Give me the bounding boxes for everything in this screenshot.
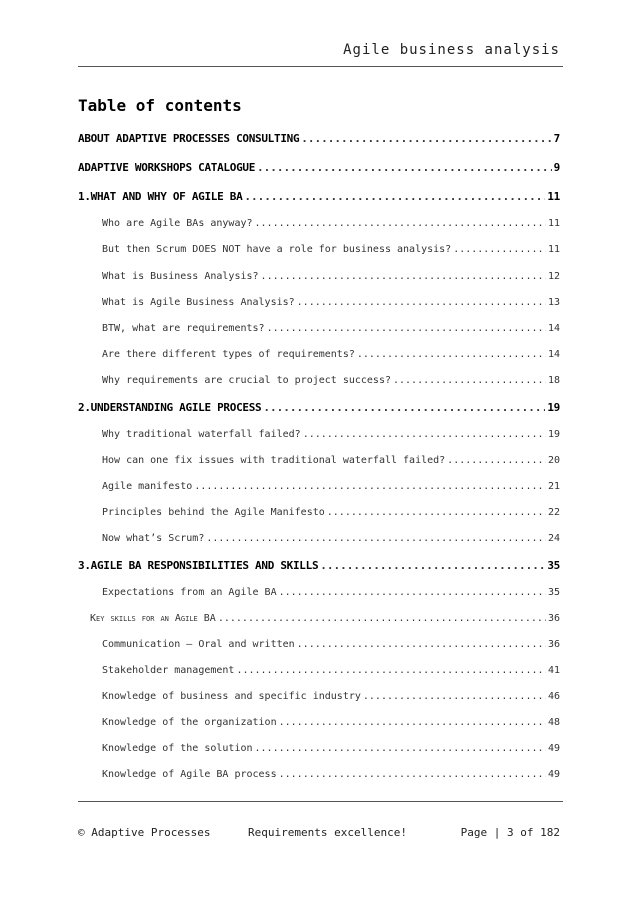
toc-entry-page: 35 [547,587,560,598]
toc-entry-label: Knowledge of the solution [102,743,253,754]
toc-entry-page: 36 [547,639,560,650]
toc-entry[interactable] [78,455,560,466]
toc-entry-page: 9 [553,161,560,174]
toc-leader-dots [263,401,545,414]
toc-entry[interactable] [78,297,560,308]
toc-leader-dots [393,375,546,386]
toc-entry-page: 14 [547,323,560,334]
toc-entry[interactable] [78,717,560,728]
toc-entry[interactable] [78,665,560,676]
toc-entry-label: Are there different types of requirements? [102,349,355,360]
toc-entry-label: Who are Agile BAs anyway? [102,218,253,229]
toc-entry[interactable] [78,481,560,492]
footer-page-number: Page | 3 of 182 [460,826,560,839]
toc-entry-page: 21 [547,481,560,492]
toc-entry-number: 2. [78,401,91,414]
toc-entry-page: 41 [547,665,560,676]
toc-entry-number: 1. [78,190,91,203]
toc-entry-label: Now what’s Scrum? [102,533,205,544]
toc-entry-page: 14 [547,349,560,360]
toc-entry[interactable] [78,349,560,360]
toc-entry-page: 19 [547,401,560,414]
toc-entry-page: 48 [547,717,560,728]
header-divider [78,66,563,67]
toc-leader-dots [453,244,546,255]
toc-entry-page: 20 [547,455,560,466]
toc-entry[interactable] [78,375,560,386]
toc-leader-dots [447,455,546,466]
toc-entry[interactable] [78,743,560,754]
toc-leader-dots [327,507,546,518]
toc-leader-dots [279,769,546,780]
toc-entry-label: Expectations from an Agile BA [102,587,277,598]
toc-entry-label: Why traditional waterfall failed? [102,429,301,440]
toc-entry-page: 49 [547,743,560,754]
toc-entry-label: Stakeholder management [102,665,235,676]
toc-entry-page: 11 [547,190,560,203]
toc-entry[interactable] [78,769,560,780]
toc-entry-label: Knowledge of business and specific industry [102,691,361,702]
toc-entry-label: Agile manifesto [102,481,193,492]
toc-entry-page: 22 [547,507,560,518]
toc-entry-page: 36 [547,613,560,624]
footer-divider [78,801,563,802]
toc-entry-label: Knowledge of the organization [102,717,277,728]
toc-entry[interactable] [78,244,560,255]
footer-tagline: Requirements excellence! [248,826,407,839]
toc-leader-dots [194,481,546,492]
toc-entry[interactable] [78,323,560,334]
toc-leader-dots [255,743,546,754]
toc-entry[interactable] [78,691,560,702]
toc-entry-page: 11 [547,218,560,229]
toc-leader-dots [261,271,546,282]
toc-entry-label: Why requirements are crucial to project success? [102,375,391,386]
toc-entry[interactable] [78,533,560,544]
toc-leader-dots [206,533,546,544]
toc-entry-label: AGILE BA RESPONSIBILITIES AND SKILLS [90,559,319,572]
toc-leader-dots [301,132,551,145]
toc-entry[interactable] [78,639,560,650]
toc-entry-label: WHAT AND WHY OF AGILE BA [90,190,243,203]
toc-entry-number: 3. [78,559,91,572]
toc-leader-dots [244,190,545,203]
toc-entry[interactable] [78,271,560,282]
toc-entry[interactable] [78,613,560,624]
toc-entry-label: ADAPTIVE WORKSHOPS CATALOGUE [78,161,256,174]
toc-entry[interactable] [78,218,560,229]
toc-entry-page: 19 [547,429,560,440]
toc-leader-dots [257,161,552,174]
toc-leader-dots [255,218,546,229]
toc-entry-label: ABOUT ADAPTIVE PROCESSES CONSULTING [78,132,300,145]
toc-entry-label: How can one fix issues with traditional waterfall failed? [102,455,446,466]
toc-entry[interactable] [78,401,560,414]
toc-entry-page: 13 [547,297,560,308]
toc-leader-dots [267,323,546,334]
toc-leader-dots [236,665,546,676]
toc-entry-label: What is Agile Business Analysis? [102,297,295,308]
toc-entry-page: 7 [553,132,560,145]
toc-leader-dots [297,639,546,650]
toc-title: Table of contents [78,96,242,115]
toc-entry-label: But then Scrum DOES NOT have a role for business analysis? [102,244,452,255]
toc-leader-dots [279,717,546,728]
toc-entry-label: Communication – Oral and written [102,639,295,650]
toc-leader-dots [363,691,546,702]
toc-entry[interactable] [78,507,560,518]
toc-entry-page: 35 [547,559,560,572]
toc-entry[interactable] [78,161,560,174]
toc-entry[interactable] [78,559,560,572]
toc-entry-page: 18 [547,375,560,386]
toc-entry-label: Principles behind the Agile Manifesto [102,507,325,518]
toc-entry[interactable] [78,429,560,440]
toc-entry-label: BTW, what are requirements? [102,323,265,334]
toc-leader-dots [279,587,546,598]
toc-leader-dots [320,559,545,572]
toc-leader-dots [303,429,546,440]
toc-entry-page: 24 [547,533,560,544]
toc-entry-label: UNDERSTANDING AGILE PROCESS [90,401,262,414]
toc-entry-page: 11 [547,244,560,255]
toc-entry-label: Knowledge of Agile BA process [102,769,277,780]
toc-entry[interactable] [78,132,560,145]
toc-entry-page: 46 [547,691,560,702]
toc-entry-label: Key skills for an Agile BA [90,613,216,624]
running-header: Agile business analysis [343,42,560,58]
toc-leader-dots [297,297,546,308]
toc-entry[interactable] [78,190,560,203]
toc-entry-page: 49 [547,769,560,780]
toc-leader-dots [218,613,546,624]
toc-leader-dots [357,349,546,360]
footer-copyright: © Adaptive Processes [78,826,211,839]
toc-entry-label: What is Business Analysis? [102,271,259,282]
toc-entry-page: 12 [547,271,560,282]
toc-entry[interactable] [78,587,560,598]
